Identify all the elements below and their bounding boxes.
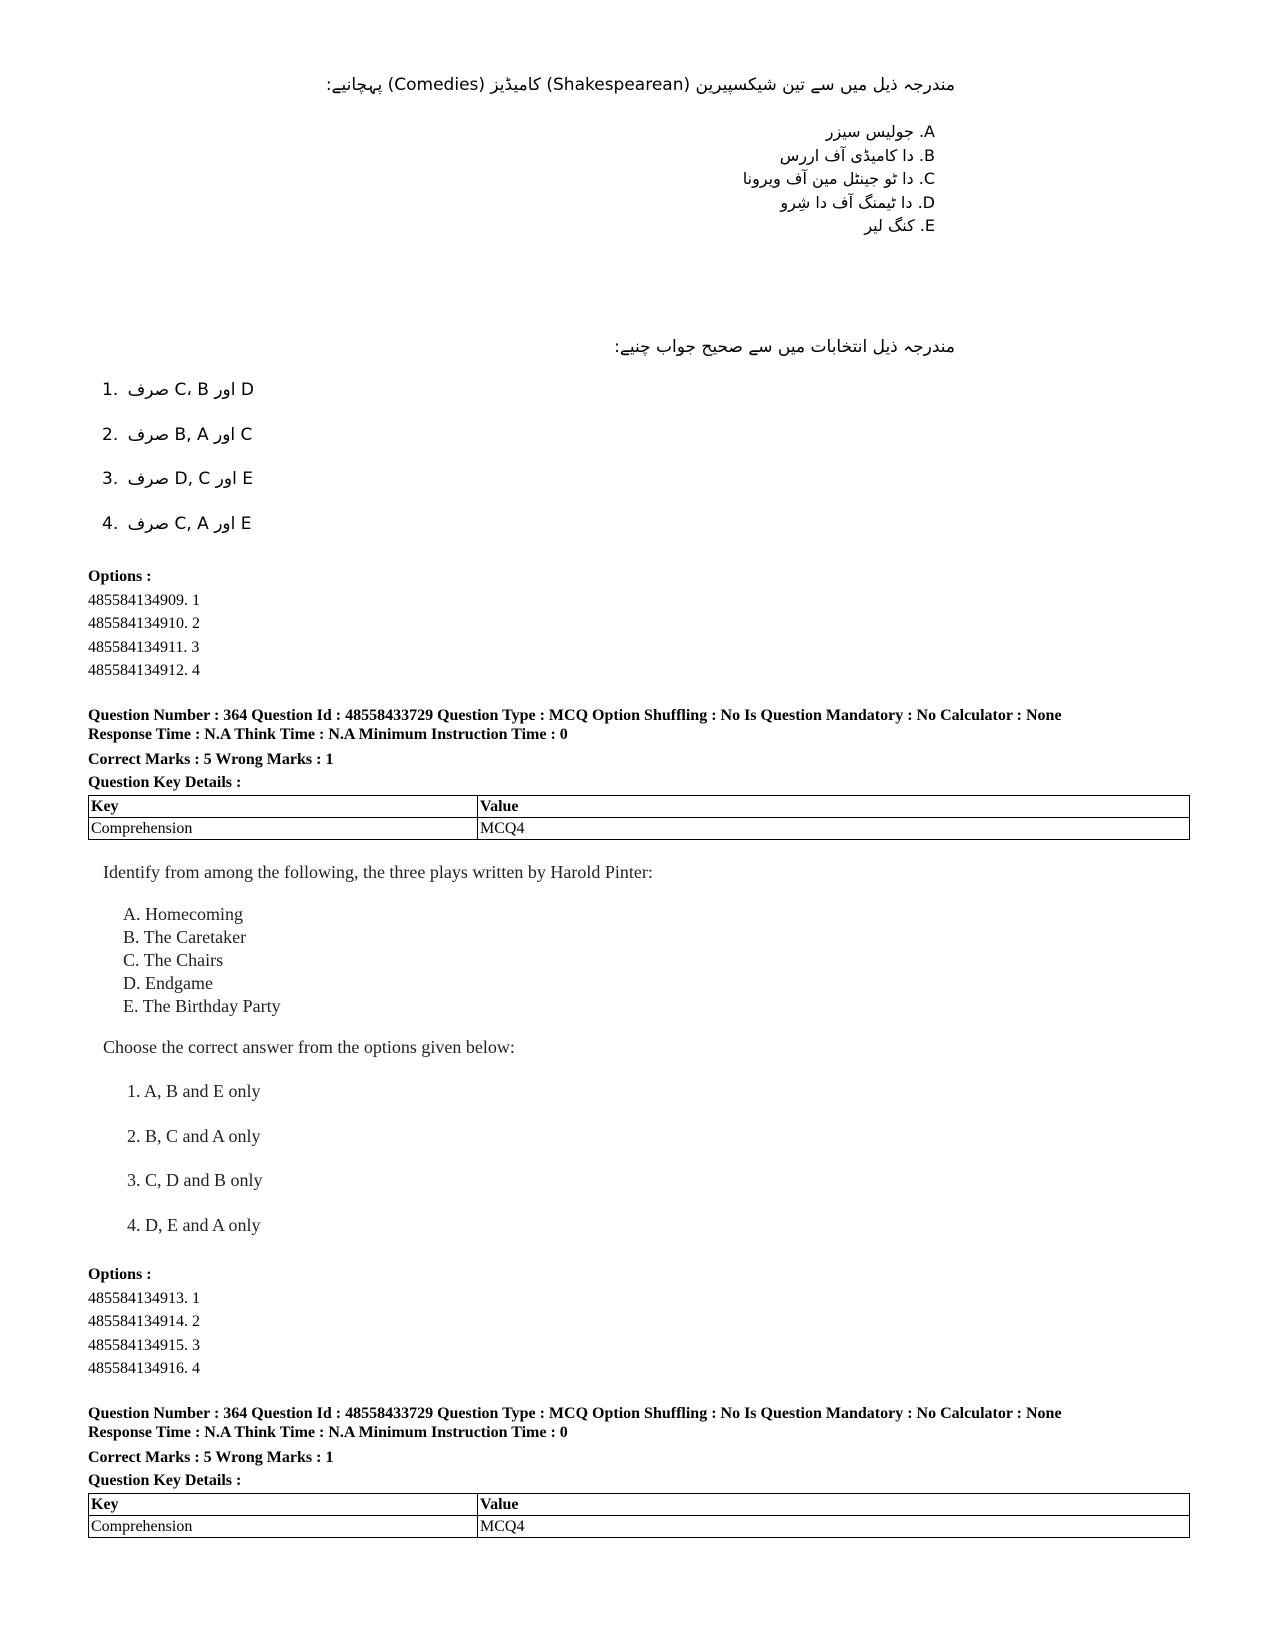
choice-text: C اور B, A صرف: [127, 424, 253, 445]
english-statement: A. Homecoming: [123, 904, 243, 924]
urdu-question-prompt: مندرجہ ذیل میں سے تین شیکسپیرین (Shakespearean) کامیڈیز (Comedies) پہچانیے:: [325, 75, 955, 95]
urdu-statement: D. دا ٹیمنگ آف دا شِرو: [780, 192, 935, 212]
option-id: 485584134915. 3: [88, 1336, 200, 1354]
header-value: Value: [478, 1494, 1190, 1516]
urdu-question: [0, 0, 1275, 560]
options-label: Options :: [88, 1266, 152, 1283]
cell-key: Comprehension: [89, 1516, 478, 1538]
marks-info: Correct Marks : 5 Wrong Marks : 1: [88, 751, 334, 768]
answer-choice: 4. D, E and A only: [127, 1214, 261, 1235]
options-list: [88, 565, 200, 683]
urdu-answer-choices: [102, 380, 254, 558]
key-details-table: [88, 1493, 1190, 1538]
marks-info: Correct Marks : 5 Wrong Marks : 1: [88, 1449, 334, 1466]
header-key: Key: [89, 1494, 478, 1516]
option-id: 485584134910. 2: [88, 615, 200, 632]
option-id: 485584134912. 4: [88, 662, 200, 679]
table-row: [89, 1516, 1190, 1538]
english-answer-choices: [127, 1081, 263, 1259]
urdu-choose-prompt: مندرجہ ذیل انتخابات میں سے صحیح جواب چنیے:: [614, 337, 955, 357]
question-meta: [88, 1404, 1188, 1492]
table-row: [89, 818, 1190, 840]
options-label: Options :: [88, 568, 152, 585]
choice-number: 3.: [102, 469, 119, 489]
answer-choice: 1. A, B and E only: [127, 1081, 261, 1101]
english-statement-list: [123, 903, 281, 1018]
option-id: 485584134909. 1: [88, 591, 200, 609]
table-header-row: [89, 1494, 1190, 1516]
urdu-statement: B. دا کامیڈی آف اررس: [779, 145, 935, 165]
key-details-label: Question Key Details :: [88, 774, 242, 791]
cell-value: MCQ4: [478, 1516, 1190, 1538]
choice-number: 1.: [102, 380, 119, 400]
english-statement: B. The Caretaker: [123, 927, 247, 947]
urdu-statement-list: [743, 120, 935, 238]
choice-text: E اور D, C صرف: [127, 469, 253, 489]
choice-number: 2.: [102, 424, 119, 445]
english-statement: C. The Chairs: [123, 950, 224, 970]
cell-key: Comprehension: [89, 818, 478, 840]
choice-number: 4.: [102, 513, 119, 534]
english-statement: E. The Birthday Party: [123, 996, 281, 1016]
option-id: 485584134913. 1: [88, 1289, 200, 1307]
question-meta: [88, 706, 1188, 794]
answer-choice: 3. C, D and B only: [127, 1170, 263, 1190]
cell-value: MCQ4: [478, 818, 1190, 840]
header-value: Value: [478, 796, 1190, 818]
urdu-statement: A. جولیس سیزر: [825, 122, 935, 141]
options-list: [88, 1263, 200, 1381]
header-key: Key: [89, 796, 478, 818]
answer-choice: [102, 380, 254, 425]
option-id: 485584134916. 4: [88, 1360, 200, 1377]
answer-choice: [102, 469, 254, 514]
timing-info: Response Time : N.A Think Time : N.A Minimum Instruction Time : 0: [88, 1424, 568, 1441]
timing-info: Response Time : N.A Think Time : N.A Minimum Instruction Time : 0: [88, 726, 568, 743]
english-question-prompt: Identify from among the following, the three plays written by Harold Pinter:: [103, 862, 653, 882]
urdu-statement: E. کنگ لیر: [864, 216, 935, 235]
answer-choice: [102, 425, 254, 470]
question-info: Question Number : 364 Question Id : 48558433729 Question Type : MCQ Option Shuffling : No Is Question Mandatory : No Calculator : None: [88, 707, 1062, 724]
answer-choice: 2. B, C and A only: [127, 1125, 261, 1146]
key-details-table: [88, 795, 1190, 840]
option-id: 485584134911. 3: [88, 638, 200, 656]
english-statement: D. Endgame: [123, 973, 213, 993]
key-details-label: Question Key Details :: [88, 1472, 242, 1489]
choice-text: D اور C، B صرف: [127, 380, 254, 400]
table-header-row: [89, 796, 1190, 818]
choice-text: E اور C, A صرف: [127, 513, 252, 534]
answer-choice: [102, 514, 254, 559]
english-choose-prompt: Choose the correct answer from the options given below:: [103, 1037, 515, 1057]
option-id: 485584134914. 2: [88, 1313, 200, 1330]
question-info: Question Number : 364 Question Id : 48558433729 Question Type : MCQ Option Shuffling : No Is Question Mandatory : No Calculator : None: [88, 1405, 1062, 1422]
urdu-statement: C. دا ٹو جینٹل مین آف ویرونا: [742, 169, 935, 188]
